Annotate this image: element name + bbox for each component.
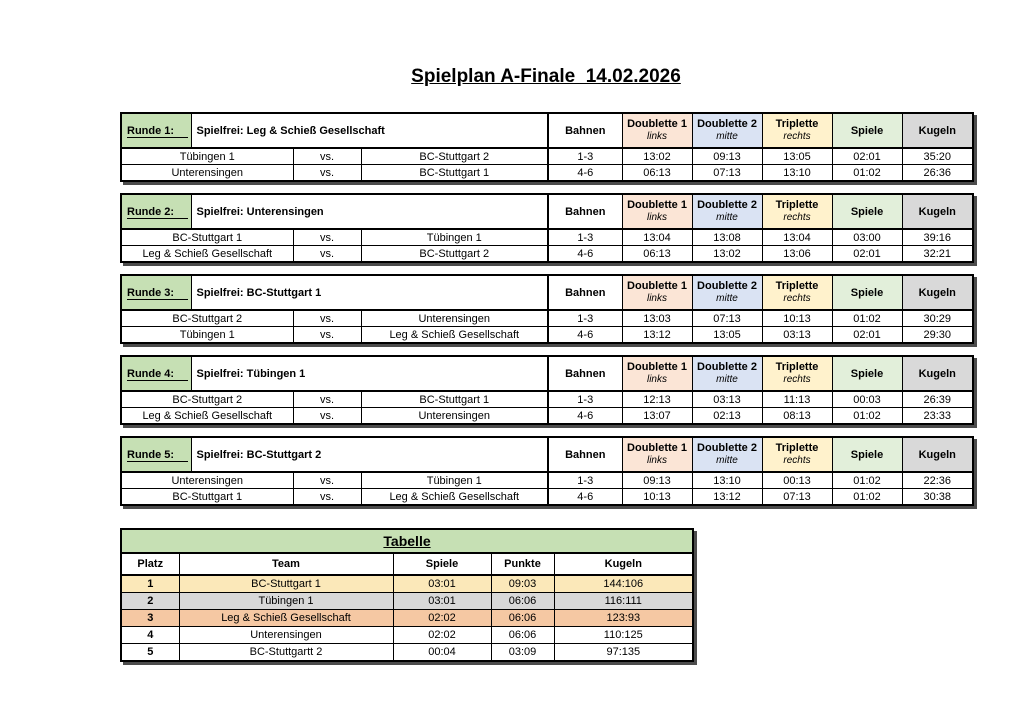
doublette1-header-label: Doublette 1 [627,118,687,130]
doublette2-header [692,437,762,472]
vs-cell: vs. [293,229,361,246]
vs-cell: vs. [293,472,361,489]
away-team-cell: Tübingen 1 [361,472,548,489]
spielfrei-cell [191,194,548,229]
spiele-cell: 01:02 [832,165,902,182]
doublette1-cell: 13:02 [622,148,692,165]
kugeln-header: Kugeln [554,553,693,575]
doublette1-header [622,275,692,310]
bahnen-cell: 4-6 [548,165,622,182]
round-table [120,112,974,182]
spiele-cell: 02:02 [393,627,491,644]
match-row [121,229,973,246]
spielfrei-prefix: Spielfrei: [196,448,244,461]
triplette-header-sublabel: rechts [783,374,811,385]
away-team-cell: Leg & Schieß Gesellschaft [361,489,548,506]
round-header-row [121,275,973,310]
platz-cell: 1 [121,575,179,593]
doublette1-header-sublabel: links [647,212,668,223]
triplette-cell: 07:13 [762,489,832,506]
doublette1-header [622,113,692,148]
vs-cell: vs. [293,391,361,408]
doublette1-header-label: Doublette 1 [627,361,687,373]
doublette2-cell: 13:08 [692,229,762,246]
doublette1-cell: 06:13 [622,165,692,182]
bahnen-header: Bahnen [548,113,622,148]
vs-cell: vs. [293,489,361,506]
vs-cell: vs. [293,246,361,263]
punkte-cell: 06:06 [491,627,554,644]
platz-cell: 4 [121,627,179,644]
standings-title: Tabelle [383,533,431,549]
triplette-header-sublabel: rechts [783,293,811,304]
home-team-cell: BC-Stuttgart 1 [121,489,293,506]
doublette1-cell: 13:04 [622,229,692,246]
triplette-cell: 13:04 [762,229,832,246]
doublette1-cell: 09:13 [622,472,692,489]
bahnen-cell: 1-3 [548,229,622,246]
round-header-row [121,194,973,229]
punkte-cell: 03:09 [491,644,554,662]
team-cell: BC-Stuttgartt 2 [179,644,393,662]
doublette1-header-sublabel: links [646,374,667,385]
vs-cell: vs. [293,310,361,327]
spiele-cell: 02:02 [393,610,491,627]
spiele-header: Spiele [832,356,902,391]
kugeln-header: Kugeln [902,275,973,310]
kugeln-cell: 144:106 [554,575,693,593]
triplette-header-label: Triplette [775,442,819,454]
bahnen-header: Bahnen [548,437,622,472]
bahnen-cell: 1-3 [548,391,622,408]
bahnen-header: Bahnen [548,356,622,391]
spiele-header: Spiele [393,553,491,575]
doublette2-header-sublabel: mitte [716,212,738,223]
doublette2-header [692,194,762,229]
kugeln-cell: 123:93 [554,610,693,627]
away-team-cell: Leg & Schieß Gesellschaft [361,327,548,344]
vs-cell: vs. [293,408,361,425]
spielfrei-team: Unterensingen [246,205,324,218]
match-row [121,148,973,165]
punkte-cell: 06:06 [491,593,554,610]
standings-table [120,528,694,662]
away-team-cell: BC-Stuttgart 1 [361,165,548,182]
platz-cell: 3 [121,610,179,627]
standings-container [120,528,694,662]
spiele-cell: 02:01 [832,148,902,165]
spiele-cell: 00:04 [393,644,491,662]
spiele-header: Spiele [832,113,902,148]
spiele-cell: 03:00 [832,229,902,246]
standings-row [121,627,693,644]
triplette-header-label: Triplette [775,199,819,211]
spielfrei-team: BC-Stuttgart 1 [246,286,322,299]
triplette-header-label: Triplette [775,118,819,130]
doublette2-cell: 13:12 [692,489,762,506]
spielfrei-team: BC-Stuttgart 2 [246,448,322,461]
doublette2-cell: 13:10 [692,472,762,489]
round-label-cell [121,113,191,148]
doublette1-header [622,194,692,229]
team-header: Team [179,553,393,575]
match-row [121,489,973,506]
triplette-cell: 13:06 [762,246,832,263]
bahnen-header: Bahnen [548,194,622,229]
doublette2-header [692,113,762,148]
doublette2-header-sublabel: mitte [716,455,738,466]
kugeln-header: Kugeln [902,194,973,229]
round-header-row [121,437,973,472]
match-row [121,327,973,344]
round-header-row [121,356,973,391]
home-team-cell: Leg & Schieß Gesellschaft [121,408,293,425]
standings-row [121,575,693,593]
triplette-header [762,437,832,472]
doublette2-header [692,275,762,310]
round-label: Runde 5: [127,449,188,462]
team-cell: Unterensingen [179,627,393,644]
spielfrei-prefix: Spielfrei: [196,367,244,380]
round-label-cell [121,194,191,229]
spielfrei-prefix: Spielfrei: [196,286,244,299]
kugeln-cell: 30:38 [902,489,973,506]
round-header-row [121,113,973,148]
away-team-cell: BC-Stuttgart 2 [361,246,548,263]
bahnen-cell: 1-3 [548,148,622,165]
home-team-cell: Leg & Schieß Gesellschaft [121,246,293,263]
doublette1-header-label: Doublette 1 [627,442,687,454]
triplette-header-sublabel: rechts [783,212,811,223]
kugeln-cell: 23:33 [902,408,973,425]
spiele-cell: 01:02 [832,489,902,506]
kugeln-cell: 39:16 [902,229,973,246]
match-row [121,472,973,489]
spielfrei-cell [191,356,548,391]
spiele-cell: 03:01 [393,593,491,610]
kugeln-cell: 26:39 [902,391,973,408]
standings-header-row [121,553,693,575]
spiele-cell: 02:01 [832,246,902,263]
kugeln-cell: 97:135 [554,644,693,662]
doublette2-cell: 09:13 [692,148,762,165]
bahnen-cell: 4-6 [548,246,622,263]
home-team-cell: Tübingen 1 [121,327,293,344]
doublette2-header-sublabel: mitte [716,131,738,142]
kugeln-header: Kugeln [902,437,973,472]
kugeln-header: Kugeln [902,356,973,391]
away-team-cell: Unterensingen [361,408,548,425]
home-team-cell: BC-Stuttgart 1 [121,229,293,246]
punkte-cell: 06:06 [491,610,554,627]
standings-title-row [121,529,693,553]
triplette-cell: 00:13 [762,472,832,489]
match-row [121,391,973,408]
home-team-cell: BC-Stuttgart 2 [121,391,293,408]
doublette1-header-sublabel: links [647,131,668,142]
doublette1-header-label: Doublette 1 [627,280,687,292]
triplette-header-sublabel: rechts [783,131,811,142]
vs-cell: vs. [293,165,361,182]
bahnen-cell: 4-6 [548,327,622,344]
standings-row [121,593,693,610]
doublette1-header-sublabel: links [646,455,667,466]
doublette2-header-sublabel: mitte [716,293,738,304]
round-table [120,436,974,506]
round-label: Runde 2: [127,206,188,219]
doublette2-cell: 13:05 [692,327,762,344]
kugeln-cell: 32:21 [902,246,973,263]
doublette2-header-label: Doublette 2 [697,118,757,130]
triplette-header-label: Triplette [775,361,819,373]
spielfrei-prefix: Spielfrei: [196,124,244,137]
spiele-header: Spiele [832,437,902,472]
kugeln-cell: 35:20 [902,148,973,165]
doublette1-header [622,437,692,472]
kugeln-cell: 30:29 [902,310,973,327]
home-team-cell: Unterensingen [121,472,293,489]
doublette1-cell: 10:13 [622,489,692,506]
doublette2-header-label: Doublette 2 [697,442,757,454]
away-team-cell: BC-Stuttgart 1 [361,391,548,408]
page-title: Spielplan A-Finale 14.02.2026 [411,66,681,87]
away-team-cell: Unterensingen [361,310,548,327]
spiele-header: Spiele [832,275,902,310]
doublette2-cell: 03:13 [692,391,762,408]
doublette1-header [622,356,692,391]
spielfrei-team: Tübingen 1 [246,367,306,380]
team-cell: Tübingen 1 [179,593,393,610]
kugeln-cell: 29:30 [902,327,973,344]
team-cell: Leg & Schieß Gesellschaft [179,610,393,627]
bahnen-cell: 1-3 [548,310,622,327]
triplette-header-label: Triplette [775,280,819,292]
spiele-cell: 01:02 [832,408,902,425]
triplette-cell: 13:05 [762,148,832,165]
kugeln-header: Kugeln [902,113,973,148]
away-team-cell: BC-Stuttgart 2 [361,148,548,165]
doublette2-cell: 07:13 [692,165,762,182]
spiele-cell: 02:01 [832,327,902,344]
triplette-header-sublabel: rechts [783,455,811,466]
spiele-cell: 00:03 [832,391,902,408]
doublette2-header [692,356,762,391]
triplette-cell: 10:13 [762,310,832,327]
round-label-cell [121,437,191,472]
spiele-header: Spiele [832,194,902,229]
doublette1-header-label: Doublette 1 [627,199,687,211]
round-table [120,193,974,263]
doublette2-header-sublabel: mitte [716,374,738,385]
doublette2-header-label: Doublette 2 [697,199,757,211]
bahnen-cell: 4-6 [548,489,622,506]
kugeln-cell: 116:111 [554,593,693,610]
round-table [120,355,974,425]
spielfrei-prefix: Spielfrei: [196,205,244,218]
triplette-cell: 03:13 [762,327,832,344]
spiele-cell: 03:01 [393,575,491,593]
doublette2-header-label: Doublette 2 [697,280,757,292]
standings-row [121,644,693,662]
platz-cell: 5 [121,644,179,662]
home-team-cell: Unterensingen [121,165,293,182]
match-row [121,310,973,327]
triplette-cell: 08:13 [762,408,832,425]
standings-title-cell [121,529,693,553]
doublette1-cell: 13:03 [622,310,692,327]
kugeln-cell: 26:36 [902,165,973,182]
bahnen-cell: 4-6 [548,408,622,425]
doublette2-cell: 07:13 [692,310,762,327]
spielfrei-cell [191,437,548,472]
vs-cell: vs. [293,148,361,165]
home-team-cell: Tübingen 1 [121,148,293,165]
triplette-header [762,356,832,391]
round-label-cell [121,275,191,310]
round-label-cell [121,356,191,391]
doublette1-cell: 12:13 [622,391,692,408]
spielfrei-team: Leg & Schieß Gesellschaft [246,124,385,137]
match-row [121,408,973,425]
rounds-container [120,112,972,517]
doublette1-header-sublabel: links [646,293,667,304]
doublette2-cell: 13:02 [692,246,762,263]
standings-row [121,610,693,627]
team-cell: BC-Stuttgart 1 [179,575,393,593]
kugeln-cell: 110:125 [554,627,693,644]
spiele-cell: 01:02 [832,472,902,489]
doublette2-cell: 02:13 [692,408,762,425]
round-label: Runde 3: [127,287,188,300]
bahnen-cell: 1-3 [548,472,622,489]
round-label: Runde 1: [127,125,188,138]
vs-cell: vs. [293,327,361,344]
punkte-header: Punkte [491,553,554,575]
match-row [121,165,973,182]
triplette-cell: 11:13 [762,391,832,408]
round-table [120,274,974,344]
doublette1-cell: 13:07 [622,408,692,425]
spiele-cell: 01:02 [832,310,902,327]
home-team-cell: BC-Stuttgart 2 [121,310,293,327]
platz-cell: 2 [121,593,179,610]
triplette-header [762,113,832,148]
spielfrei-cell [191,113,548,148]
platz-header: Platz [121,553,179,575]
triplette-cell: 13:10 [762,165,832,182]
doublette1-cell: 06:13 [622,246,692,263]
doublette1-cell: 13:12 [622,327,692,344]
triplette-header [762,275,832,310]
kugeln-cell: 22:36 [902,472,973,489]
match-row [121,246,973,263]
doublette2-header-label: Doublette 2 [697,361,757,373]
round-label: Runde 4: [127,368,188,381]
spielfrei-cell [191,275,548,310]
bahnen-header: Bahnen [548,275,622,310]
away-team-cell: Tübingen 1 [361,229,548,246]
punkte-cell: 09:03 [491,575,554,593]
triplette-header [762,194,832,229]
